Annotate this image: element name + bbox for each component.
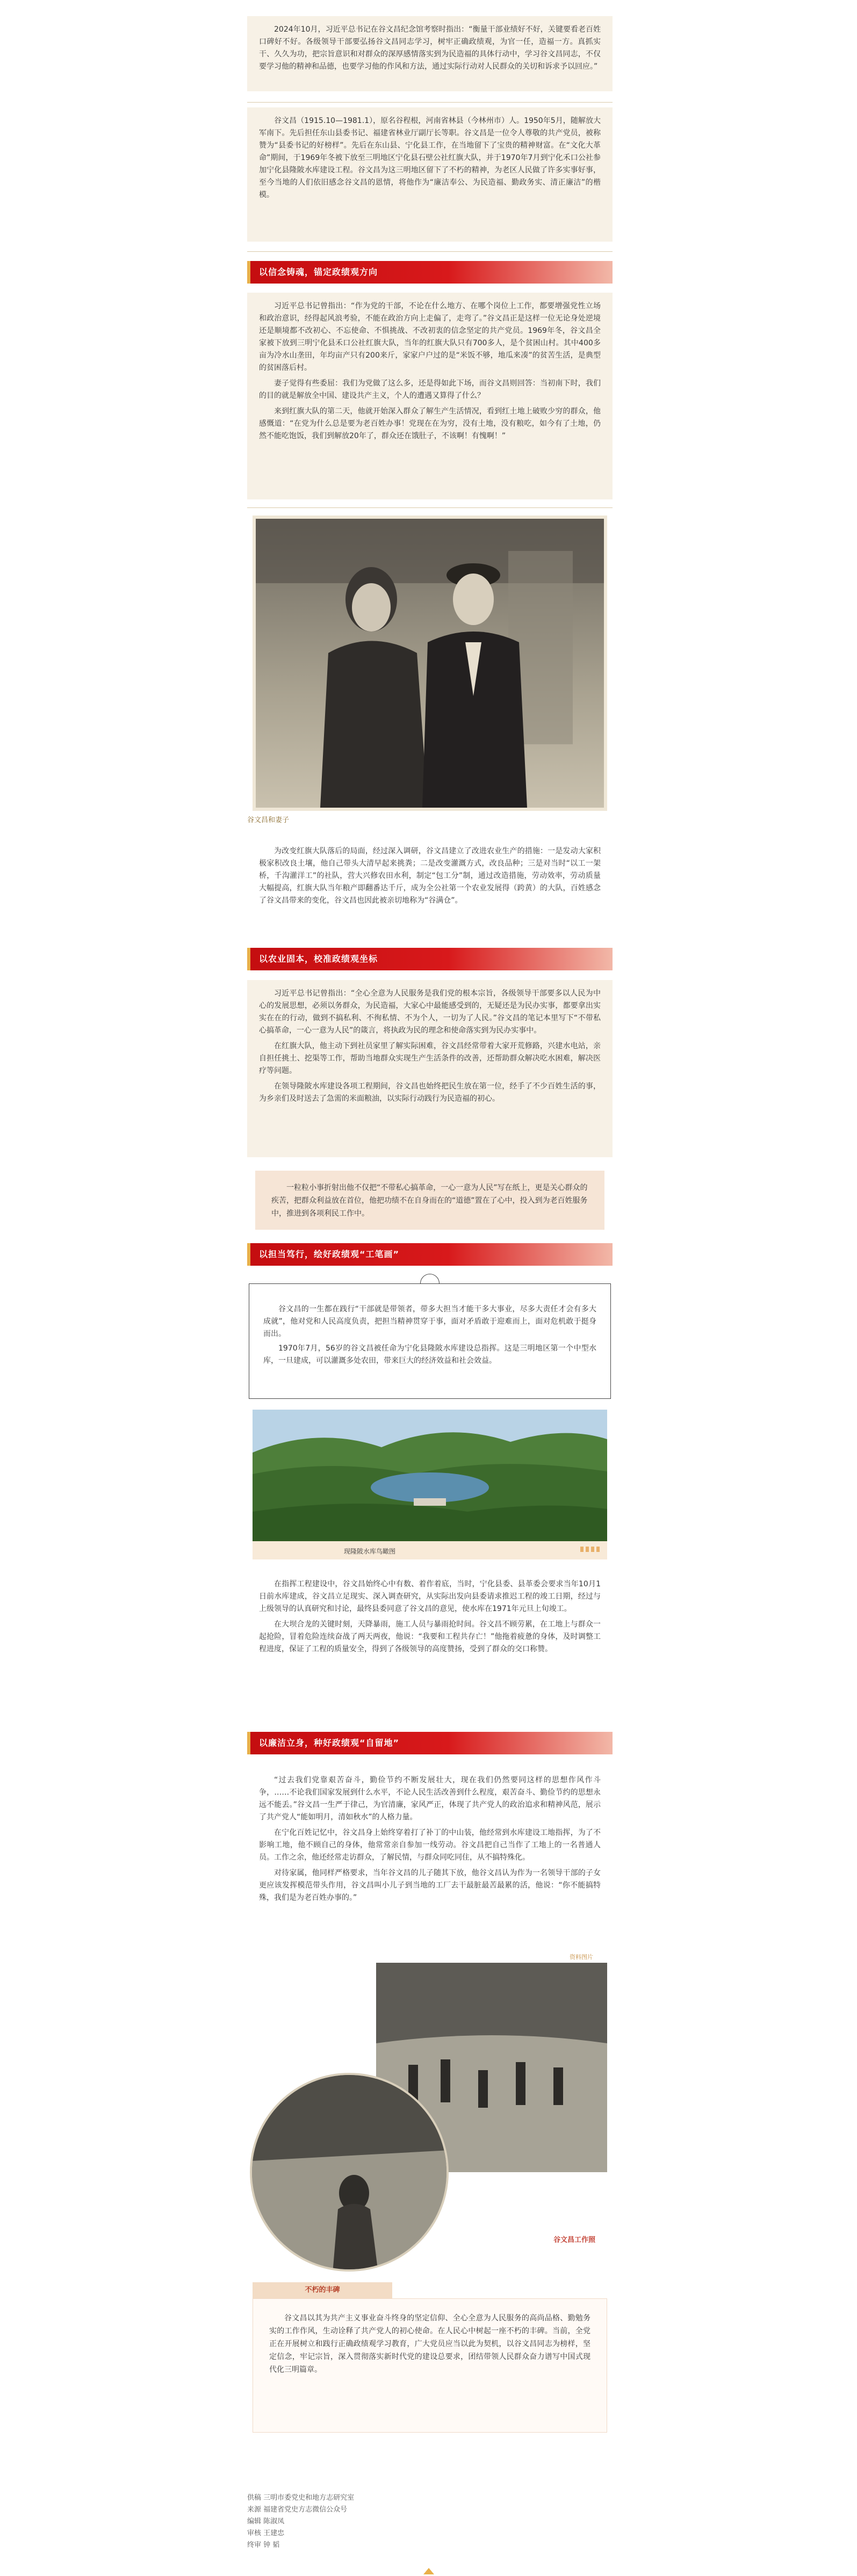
paragraph: 习近平总书记曾指出：“作为党的干部，不论在什么地方、在哪个岗位上工作，都要增强党性立场和政治意识，经得起风浪考验，不能在政治方向上走偏了，走弯了。”谷文昌正是这样一位无论身处逆境还是顺境都不改初心、不忘使命、不惧挑战、不改初衷的信念坚定的共产党员。1969年冬，谷文昌全家被下放到三明宁化县禾口公社红旗大队，当年的红旗大队只有700多人，是个贫困山村。其中400多亩为冷水山垄田，年均亩产只有200来斤，家家户户过的是“米饭不够，地瓜来凑”的贫苦生活，是典型的贫困落后村。 xyxy=(259,302,601,372)
footer-line: 供稿 三明市委党史和地方志研究室 xyxy=(247,2494,355,2502)
photo-caption: 谷文昌工作照 xyxy=(553,2236,596,2244)
footer-line: 编辑 陈淑凤 xyxy=(247,2517,285,2526)
header-accent xyxy=(247,948,250,970)
photo-reservoir xyxy=(253,1410,607,1541)
section-title: 以廉洁立身，种好政绩观“自留地” xyxy=(259,1738,400,1748)
intro-paragraph: 2024年10月，习近平总书记在谷文昌纪念馆考察时指出：“衡量干部业绩好不好，关键要看老百姓口碑好不好。各级领导干部要弘扬谷文昌同志学习，树牢正确政绩观，为官一任，造福一方。真抓实干、久久为功，把宗旨意识和对群众的深厚感情落实到为民造福的具体行动中，学习谷文昌同志，不仅要学习他的精神和品德，也要学习他的作风和方法，通过实际行动对人民群众的关切和诉求予以回应。” xyxy=(259,25,601,71)
photo-couple xyxy=(253,516,607,811)
section-title: 以农业固本，校准政绩观坐标 xyxy=(259,954,378,964)
section-1-body xyxy=(247,293,613,499)
photo-caption: 谷文昌和妻子 xyxy=(247,816,290,824)
section-4-body xyxy=(247,1767,613,1949)
paragraph: 在大坝合龙的关键时刻，天降暴雨，施工人员与暴雨抢时间。谷文昌不顾劳累，在工地上与群众一起抢险，冒着危险连续奋战了两天两夜，他说：“我要和工程共存亡！”他拖着疲惫的身体，及时调整工程进度，保证了工程的质量安全，得到了各级领导的高度赞扬，受到了群众的交口称赞。 xyxy=(259,1620,601,1653)
header-accent xyxy=(247,1732,250,1754)
paragraph: 妻子觉得有些委屈：我们为党做了这么多，还是得如此下场，而谷文昌则回答：当初南下时，我们的目的就是解放全中国、建设共产主义，个人的遭遇又算得了什么？ xyxy=(259,379,601,400)
paragraph: 谷文昌以其为共产主义事业奋斗终身的坚定信仰、全心全意为人民服务的高尚品格、勤勉务实的工作作风，生动诠释了共产党人的初心使命。在人民心中树起一座不朽的丰碑。当前，全党正在开展树立和践行正确政绩观学习教育，广大党员应当以此为契机，以谷文昌同志为榜样，坚定信念，牢记宗旨，深入贯彻落实新时代党的建设总要求，团结带领人民群众奋力谱写中国式现代化三明篇章。 xyxy=(269,2314,590,2374)
paragraph: 在指挥工程建设中，谷文昌始终心中有数、着作着底，当时，宁化县委、县革委会要求当年10月1日前水库建成，谷文昌立足现实、深入调查研究，从实际出发向县委请求推迟工程的竣工日期，经过与上级领导的认真研究和讨论，最终县委同意了谷文昌的意见，使水库在1971年元旦上旬竣工。 xyxy=(259,1580,601,1613)
intro-box xyxy=(247,16,613,91)
couple-photo-image xyxy=(256,519,604,808)
paragraph: 来到红旗大队的第二天，他就开始深入群众了解生产生活情况，看到红土地上破败少穷的群众，他感慨道：“在党为什么总是要为老百姓办事！党现在在为穷，没有土地，没有粮吃，如今有了土地，仍然不能吃饱饭，我们到解放20年了，群众还在饿肚子，不该啊！有愧啊！” xyxy=(259,407,601,440)
paragraph: 在宁化百姓记忆中，谷文昌身上始终穿着打了补丁的中山装，他经常到水库建设工地指挥，为了不影响工地，他不顾自己的身体，他常常亲自参加一线劳动。谷文昌把自己当作了工地上的一名普通人员。工作之余，他还经常走访群众，了解民情，与群众同吃同住，从不搞特殊化。 xyxy=(259,1828,601,1862)
footer-line: 审核 王建忠 xyxy=(247,2529,285,2537)
header-accent xyxy=(247,261,250,284)
section-header-1 xyxy=(247,261,613,284)
paragraph: 在红旗大队，他主动下到社员家里了解实际困难，谷文昌经常带着大家开荒修路，兴建水电站，亲自担任挑土、挖渠等工作，帮助当地群众实现生产生活条件的改善，还帮助群众解决吃水困难，解决医疗等问题。 xyxy=(259,1042,601,1075)
divider xyxy=(247,102,613,103)
section-header-2 xyxy=(247,948,613,970)
closing-box xyxy=(253,2298,607,2433)
paragraph: “过去我们党靠艰苦奋斗，勤俭节约不断发展壮大，现在我们仍然要同这样的思想作风作斗争，……不论我们国家发展到什么水平，不论人民生活改善到什么程度，艰苦奋斗、勤俭节约的思想永远不能丢。”谷文昌一生严于律己，为官清廉，家风严正，体现了共产党人的政治追求和精神风范，展示了共产党人“能如明月，清如秋水”的人格力量。 xyxy=(259,1776,601,1822)
paragraph: 在领导隆陂水库建设各项工程期间，谷文昌也始终把民生放在第一位，经手了不少百姓生活的事，为乡亲们及时送去了急需的米面粮油，以实际行动践行为民造福的初心。 xyxy=(259,1082,601,1103)
field-photo-image xyxy=(252,2075,449,2272)
divider xyxy=(247,507,613,508)
section-title: 以信念铸魂，锚定政绩观方向 xyxy=(259,267,378,277)
section-2-body xyxy=(247,980,613,1157)
bio-box xyxy=(247,107,613,242)
section-3-box xyxy=(249,1283,611,1399)
caption-band xyxy=(253,1541,607,1559)
paragraph: 1970年7月，56岁的谷文昌被任命为宁化县隆陂水库建设总指挥。这是三明地区第一个中型水库，一旦建成，可以灌溉多处农田，带来巨大的经济效益和社会效益。 xyxy=(263,1344,596,1365)
divider xyxy=(247,251,613,252)
footer-line: 终审 钟 韬 xyxy=(247,2541,280,2549)
header-accent xyxy=(247,1243,250,1266)
paragraph: 对待家属，他同样严格要求，当年谷文昌的儿子随其下放，他谷文昌认为作为一名领导干部的子女更应该发挥模范带头作用，谷文昌叫小儿子到当地的工厂去干最脏最苦最累的活，他说：“你不能搞特殊，我们是为老百姓办事的。” xyxy=(259,1869,601,1902)
decorative-dots xyxy=(580,1547,602,1552)
section-header-4 xyxy=(247,1732,613,1754)
reservoir-photo-image xyxy=(253,1410,607,1541)
section-1-continued xyxy=(247,838,613,934)
paragraph: 习近平总书记曾指出：“全心全意为人民服务是我们党的根本宗旨，各级领导干部要多以人民为中心的发展思想，必须以务群众，为民造福，大家心中最能感受到的，无疑还是为民办实事，都要拿出实实在在的行动，做到不搞私利、不徇私情、不为个人，一切为了人民。”谷文昌的笔记本里写下“不带私心搞革命，一心一意为人民”的箴言，将执政为民的理念和使命落实到为民办实事中。 xyxy=(259,989,601,1035)
section-3-continued xyxy=(247,1571,613,1721)
section-header-3 xyxy=(247,1243,613,1266)
footer-line: 来源 福建省党史方志微信公众号 xyxy=(247,2506,348,2514)
quote-card xyxy=(255,1171,604,1230)
section-title: 以担当笃行，绘好政绩观“工笔画” xyxy=(259,1249,400,1259)
closing-badge xyxy=(253,2282,392,2298)
quote-text: 一粒粒小事折射出他不仅把“不带私心搞革命，一心一意为人民”写在纸上，更是关心群众的疾苦，把群众利益放在首位，他把功绩不在自身而在的“道德”置在了心中，投入到为老百姓服务中，推进到各项利民工作中。 xyxy=(271,1184,588,1218)
badge-label: 不朽的丰碑 xyxy=(305,2286,340,2294)
photo-caption: 现隆陂水库鸟瞰图 xyxy=(344,1548,396,1555)
paragraph: 谷文昌的一生都在践行“干部就是带领者，带多大担当才能干多大事业，尽多大责任才会有多大成就”，他对党和人民高度负责，把担当精神贯穿于事，面对矛盾敢于迎难而上，面对危机敢于挺身而出。 xyxy=(263,1305,596,1338)
bio-paragraph: 谷文昌（1915.10—1981.1），原名谷程根，河南省林县（今林州市）人。1950年5月，随解放大军南下。先后担任东山县委书记、福建省林业厅副厅长等职。谷文昌是一位令人尊敬的共产党员，被称赞为“县委书记的好榜样”。先后在东山县、宁化县工作，在当地留下了宝贵的精神财富。在“文化大革命”期间，于1969年冬被下放至三明地区宁化县石壁公社红旗大队，并于1970年7月到宁化禾口公社参加宁化县隆陂水库建设工程。谷文昌为这三明地区留下了不朽的精神，为老区人民做了许多实事好事，至今当地的人们依旧感念谷文昌的恩情，将他作为“廉洁奉公、为民造福、勤政务实、清正廉洁”的楷模。 xyxy=(259,117,601,199)
collage-photo-circle xyxy=(250,2073,449,2272)
footer-ornament xyxy=(423,2568,434,2574)
paragraph: 为改变红旗大队落后的局面，经过深入调研，谷文昌建立了改进农业生产的措施：一是发动大家积极家积改良土壤，他自己带头大清早起来挑粪；二是改变灌溉方式，改良品种；三是对当时“以工一架桥，千沟灌洋工”的社队，营大兴修农田水利，制定“包工分”制，通过改造措施，劳动效率，劳动质量大幅提高，红旗大队当年粮产即翻番达千斤，成为全公社第一个农业发展得（跨黄）的大队，百姓感念了谷文昌带来的变化，谷文昌也因此被亲切地称为“谷满仓”。 xyxy=(259,847,601,905)
corner-label: 资料图片 xyxy=(570,1954,593,1961)
